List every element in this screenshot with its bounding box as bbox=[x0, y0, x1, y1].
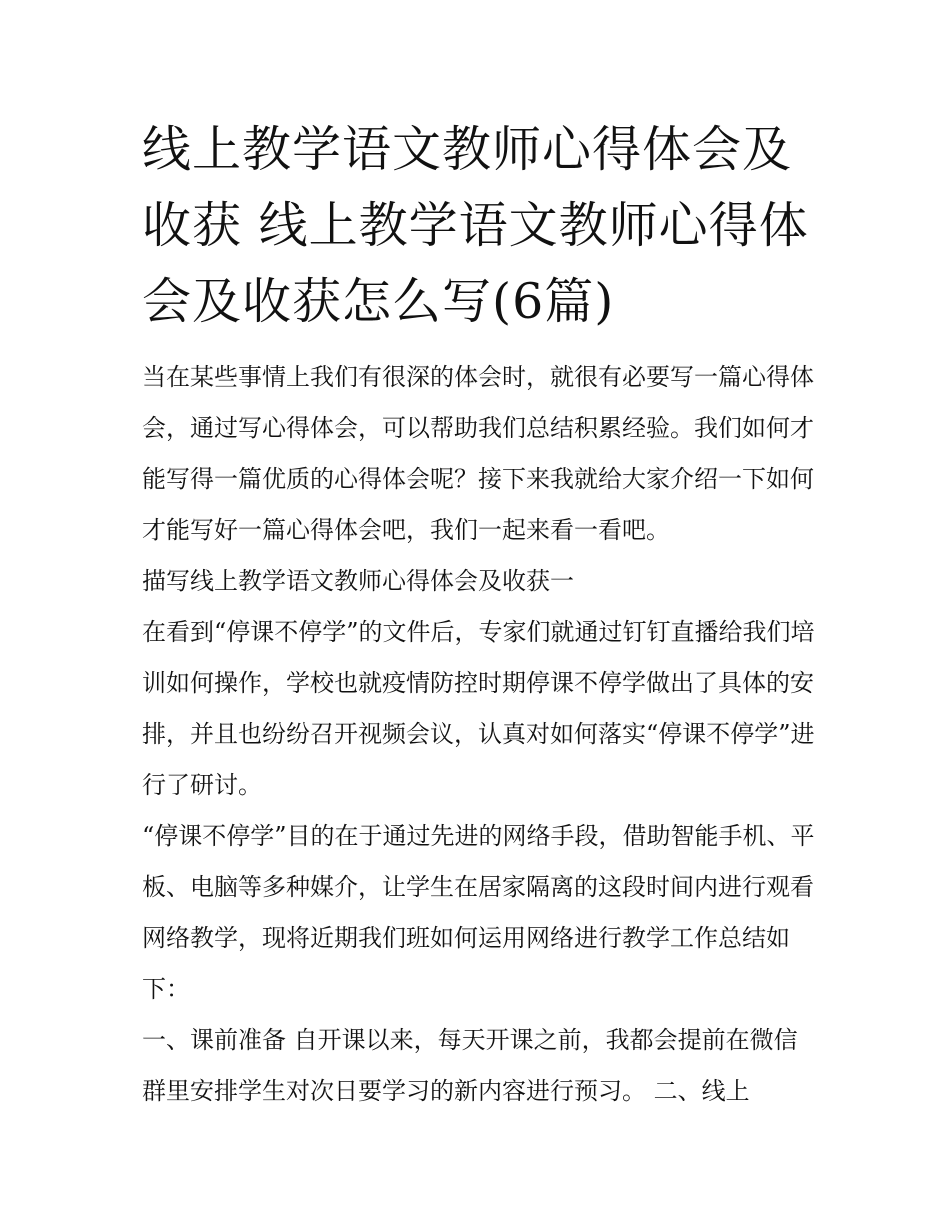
document-title: 线上教学语文教师心得体会及收获 线上教学语文教师心得体会及收获怎么写(6篇) bbox=[142, 121, 809, 330]
document-body bbox=[142, 352, 818, 1117]
body-paragraph: 一、课前准备 自开课以来，每天开课之前，我都会提前在微信群里安排学生对次日要学习的新内容进行预习。 二、线上 bbox=[142, 1026, 798, 1105]
body-paragraph: “停课不停学”目的在于通过先进的网络手段，借助智能手机、平板、电脑等多种媒介，让学生在居家隔离的这段时间内进行观看网络教学，现将近期我们班如何运用网络进行教学工作总结如下： bbox=[142, 822, 815, 1003]
body-paragraph: 在看到“停课不停学”的文件后，专家们就通过钉钉直播给我们培训如何操作，学校也就疫情防控时期停课不停学做出了具体的安排，并且也纷纷召开视频会议，认真对如何落实“停课不停学”进行了研讨。 bbox=[142, 618, 815, 799]
section-heading: 描写线上教学语文教师心得体会及收获一 bbox=[142, 567, 574, 595]
intro-paragraph: 当在某些事情上我们有很深的体会时，就很有必要写一篇心得体会，通过写心得体会，可以帮助我们总结积累经验。我们如何才能写得一篇优质的心得体会呢？接下来我就给大家介绍一下如何才能写好一篇心得体会吧，我们一起来看一看吧。 bbox=[142, 363, 814, 544]
